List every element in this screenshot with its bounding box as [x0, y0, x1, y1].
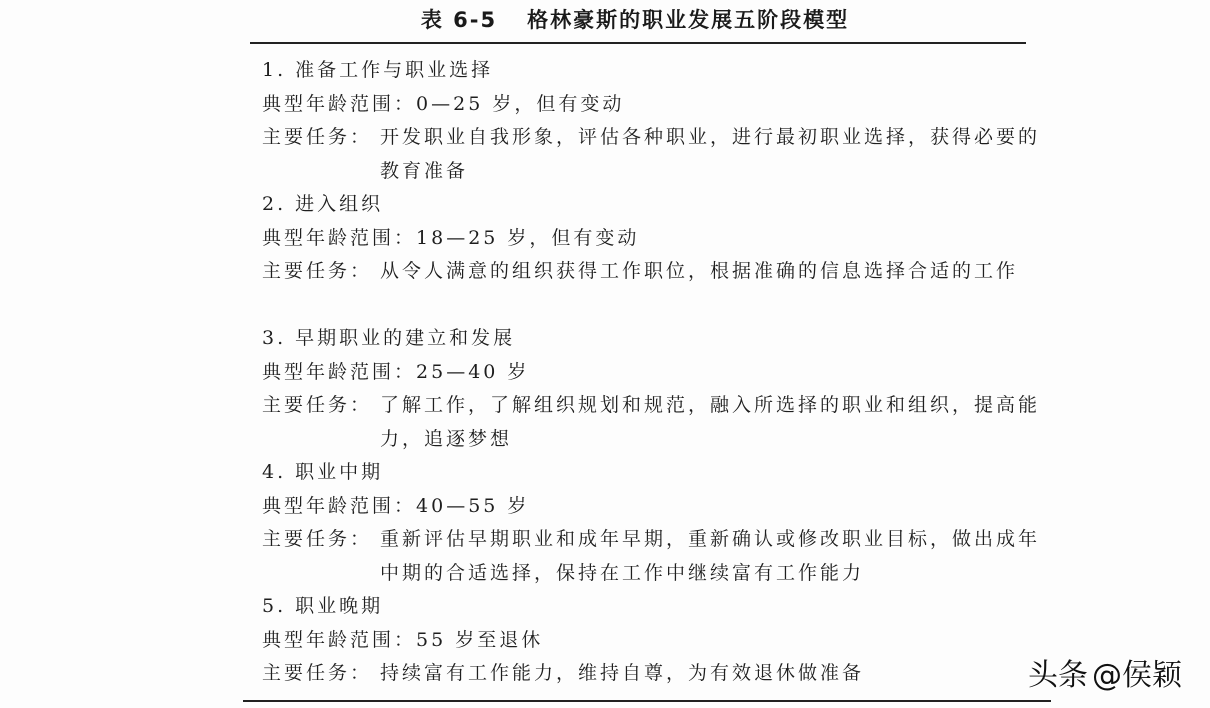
tasks-label: 主要任务： — [262, 260, 373, 282]
stage-heading: 1. 准备工作与职业选择 — [262, 59, 494, 81]
stage-age-range — [262, 222, 1042, 256]
watermark-platform: 头条 — [1028, 658, 1088, 693]
tasks-label: 主要任务： — [262, 662, 373, 684]
tasks-label: 主要任务： — [262, 394, 373, 416]
tasks-text: 重新评估早期职业和成年早期，重新确认或修改职业目标，做出成年中期的合适选择，保持在工作中继续富有工作能力 — [380, 528, 1041, 584]
watermark — [1028, 650, 1182, 694]
stage-age-range — [262, 490, 1042, 524]
age-range-value: 18—25 岁，但有变动 — [416, 226, 640, 249]
stage-2 — [262, 188, 1042, 322]
age-range-value: 0—25 岁，但有变动 — [416, 92, 625, 115]
stage-1 — [262, 54, 1042, 188]
age-range-value: 40—55 岁 — [416, 494, 530, 517]
tasks-label: 主要任务： — [262, 126, 373, 148]
stage-tasks — [262, 389, 1042, 456]
stage-tasks — [262, 523, 1042, 590]
stage-4 — [262, 456, 1042, 590]
tasks-text: 从令人满意的组织获得工作职位，根据准确的信息选择合适的工作 — [380, 260, 1019, 282]
tasks-text: 开发职业自我形象，评估各种职业，进行最初职业选择，获得必要的教育准备 — [380, 126, 1041, 182]
age-range-label: 典型年龄范围： — [262, 360, 417, 383]
table-number: 表 6-5 — [420, 8, 498, 32]
age-range-label: 典型年龄范围： — [262, 226, 417, 249]
age-range-value: 25—40 岁 — [416, 360, 530, 383]
stage-age-range — [262, 88, 1042, 122]
top-rule — [250, 42, 1026, 44]
age-range-label: 典型年龄范围： — [262, 92, 417, 115]
stage-age-range — [262, 356, 1042, 390]
age-range-value: 55 岁至退休 — [416, 628, 544, 651]
stage-tasks — [262, 657, 1042, 691]
stage-heading: 4. 职业中期 — [262, 461, 384, 483]
stage-heading: 5. 职业晚期 — [262, 595, 384, 617]
stage-5 — [262, 590, 1042, 691]
age-range-label: 典型年龄范围： — [262, 494, 417, 517]
stage-tasks — [262, 255, 1042, 322]
tasks-text: 了解工作，了解组织规划和规范，融入所选择的职业和组织，提高能力，追逐梦想 — [380, 394, 1041, 450]
tasks-text: 持续富有工作能力，维持自尊，为有效退休做准备 — [380, 662, 865, 684]
table-name: 格林豪斯的职业发展五阶段模型 — [527, 8, 850, 32]
table-title — [0, 4, 1210, 34]
age-range-label: 典型年龄范围： — [262, 628, 417, 651]
bottom-rule — [243, 700, 1051, 702]
tasks-label: 主要任务： — [262, 528, 373, 550]
stage-heading: 2. 进入组织 — [262, 193, 384, 215]
watermark-handle: @侯颖 — [1092, 658, 1182, 693]
stage-tasks — [262, 121, 1042, 188]
stage-heading: 3. 早期职业的建立和发展 — [262, 327, 516, 349]
stage-3 — [262, 322, 1042, 456]
stage-list — [262, 54, 1042, 691]
stage-age-range — [262, 624, 1042, 658]
